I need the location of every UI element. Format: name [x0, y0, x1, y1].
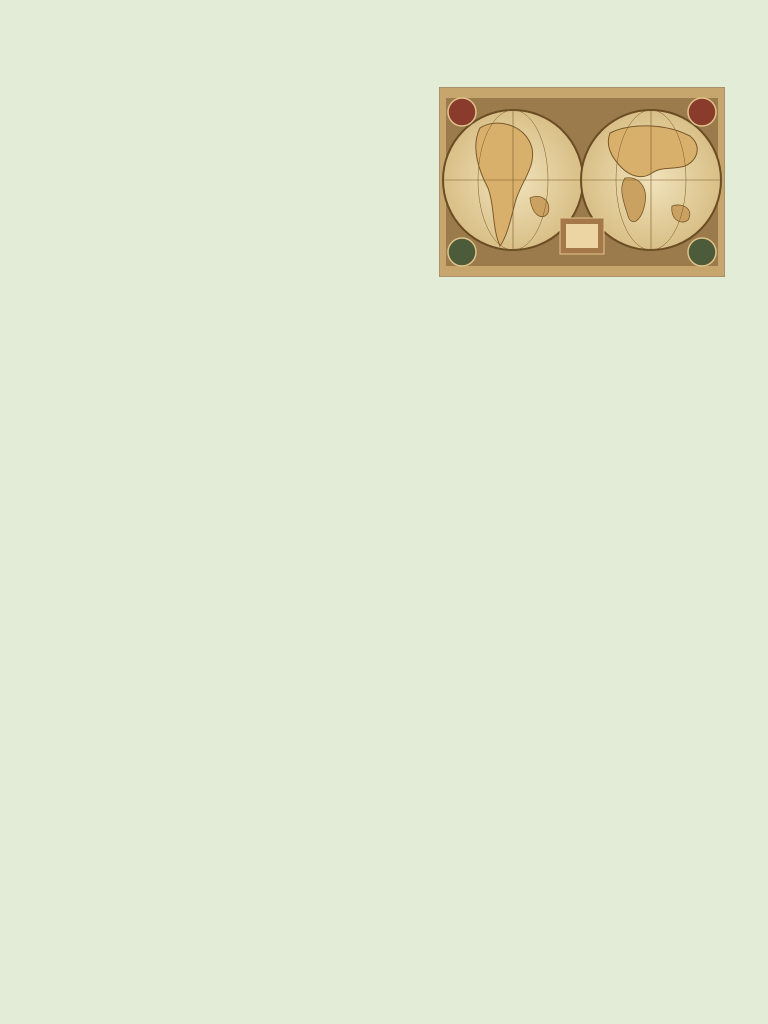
page-title	[104, 78, 424, 148]
world-map-illustration	[440, 88, 724, 276]
world-map-image	[439, 87, 725, 277]
body-text	[110, 151, 658, 161]
